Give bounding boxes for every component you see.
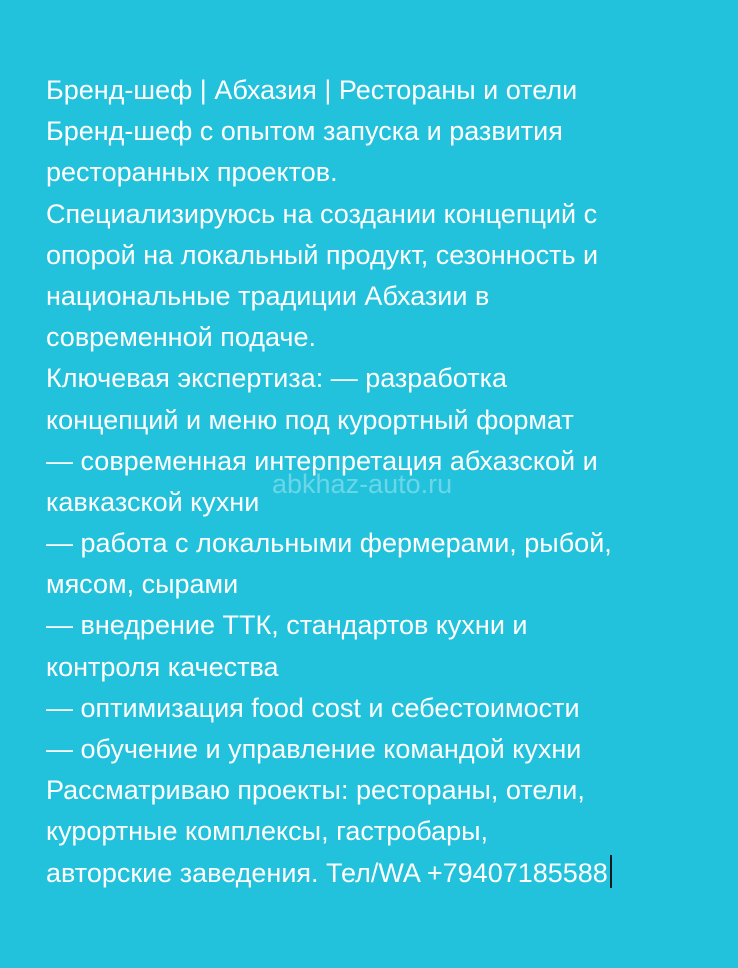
post-line-1: Бренд-шеф | Абхазия | Рестораны и отели xyxy=(46,75,578,105)
post-line-4: Специализируюсь на создании концепций с xyxy=(46,198,598,229)
watermark: abkhaz-auto.ru xyxy=(272,469,453,499)
post-line-16: — оптимизация food cost и себестоимости xyxy=(46,692,580,723)
post-line-14: — внедрение ТТК, стандартов кухни и xyxy=(46,610,528,641)
post-line-20-text: авторские заведения. Тел/WA +79407185588 xyxy=(46,857,608,888)
post-line-17: — обучение и управление командой кухни xyxy=(46,734,582,764)
post-line-8: Ключевая экспертиза: — разработка xyxy=(46,363,508,394)
post-line-10: — современная интерпретация абхазской и xyxy=(46,445,598,476)
post-line-18: Рассматриваю проекты: рестораны, отели, xyxy=(46,775,585,806)
post-line-2: Бренд-шеф с опытом запуска и развития xyxy=(46,116,563,147)
post-line-7: современной подаче. xyxy=(46,322,316,353)
post-line-13: мясом, сырами xyxy=(46,569,239,600)
text-caret xyxy=(610,855,612,888)
post-line-20 xyxy=(46,853,718,894)
post-line-11: кавказской кухни xyxy=(46,486,260,517)
post-line-3: ресторанных проектов. xyxy=(46,157,338,188)
post-line-15: контроля качества xyxy=(46,651,279,682)
post-line-19: курортные комплексы, гастробары, xyxy=(46,816,489,847)
post-line-12: — работа с локальными фермерами, рыбой, xyxy=(46,528,612,559)
post-line-6: национальные традиции Абхазии в xyxy=(46,280,490,311)
post-line-5: опорой на локальный продукт, сезонность и xyxy=(46,239,599,270)
post-line-9: концепций и меню под курортный формат xyxy=(46,404,574,435)
